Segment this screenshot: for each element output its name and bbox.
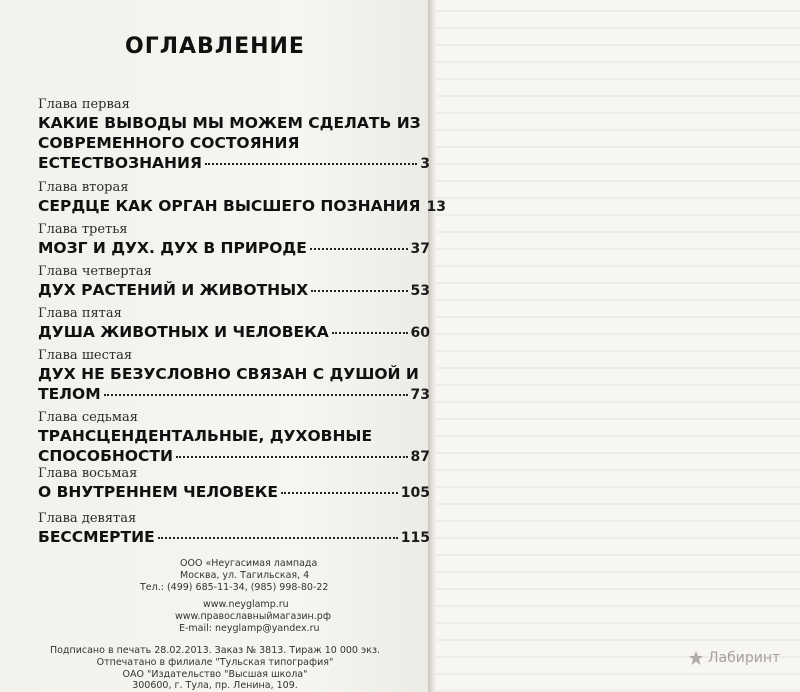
page-number: 87 [410,449,430,465]
publisher-name: ООО «Неугасимая лампада [180,558,318,569]
chapter-label: Глава пятая [38,306,122,321]
chapter-title-row [38,482,430,502]
show-through-text [436,0,800,692]
publisher-phone: Тел.: (499) 685-11-34, (985) 998-80-22 [140,582,329,593]
page-number: 13 [426,199,446,215]
watermark [688,650,780,666]
print-info-1: Подписано в печать 28.02.2013. Заказ № 3813. Тираж 10 000 экз. [49,645,381,656]
watermark-text: Лабиринт [708,650,781,666]
chapter-title-row [38,280,430,300]
chapter-entry-4[interactable] [38,264,430,300]
page-number: 105 [400,485,430,501]
print-info-2: Отпечатано в филиале "Тульская типография" [96,657,334,668]
print-info-3: ОАО "Издательство "Высшая школа" [122,669,308,680]
chapter-title-row [38,527,430,547]
leader-dots [332,332,408,334]
chapter-entry-9[interactable] [38,511,430,547]
chapter-title-row [38,196,446,216]
chapter-entry-7[interactable] [38,410,430,466]
page-number: 3 [420,156,430,172]
page-number: 73 [410,387,430,403]
chapter-title-line: ДУХ НЕ БЕЗУСЛОВНО СВЯЗАН С ДУШОЙ И [38,365,419,383]
website-link-rf[interactable]: www.православныймагазин.рф [175,611,331,622]
chapter-title-row [38,384,430,404]
chapter-entry-2[interactable] [38,180,446,216]
chapter-title-row [38,446,430,466]
publisher-imprint [140,558,360,594]
chapter-label: Глава седьмая [38,410,138,425]
chapter-title-line: СЕРДЦЕ КАК ОРГАН ВЫСШЕГО ПОЗНАНИЯ [38,197,421,215]
page-number: 53 [410,283,430,299]
page-number: 60 [410,325,430,341]
email-link[interactable]: E-mail: neyglamp@yandex.ru [179,623,320,634]
chapter-entry-5[interactable] [38,306,430,342]
chapter-title-line: СПОСОБНОСТИ [38,447,173,465]
chapter-entry-3[interactable] [38,222,430,258]
chapter-title-line: ДУХ РАСТЕНИЙ И ЖИВОТНЫХ [38,281,309,299]
chapter-label: Глава восьмая [38,466,138,481]
chapter-title-line: МОЗГ И ДУХ. ДУХ В ПРИРОДЕ [38,239,307,257]
chapter-label: Глава девятая [38,511,137,526]
chapter-title-row [38,322,430,342]
chapter-title-line: КАКИЕ ВЫВОДЫ МЫ МОЖЕМ СДЕЛАТЬ ИЗ [38,114,421,132]
leader-dots [176,456,408,458]
chapter-entry-6[interactable] [38,348,430,404]
page-number: 115 [400,530,430,546]
chapter-title-line: О ВНУТРЕННЕМ ЧЕЛОВЕКЕ [38,483,279,501]
publisher-contacts [175,599,395,635]
leader-dots [311,290,407,292]
leader-dots [104,394,408,396]
chapter-label: Глава вторая [38,180,129,195]
chapter-title-line: ТРАНСЦЕНДЕНТАЛЬНЫЕ, ДУХОВНЫЕ [38,427,373,445]
chapter-title-line: ДУША ЖИВОТНЫХ И ЧЕЛОВЕКА [38,323,329,341]
chapter-title-row [38,153,430,173]
chapter-title-line: ТЕЛОМ [38,385,101,403]
chapter-label: Глава четвертая [38,264,152,279]
chapter-entry-1[interactable] [38,97,430,173]
chapter-label: Глава шестая [38,348,133,363]
leader-dots [281,492,398,494]
chapter-label: Глава первая [38,97,130,112]
contents-title: ОГЛАВЛЕНИЕ [125,34,305,59]
chapter-title-row [38,238,430,258]
leader-dots [310,248,408,250]
print-info-4: 300600, г. Тула, пр. Ленина, 109. [132,680,298,691]
chapter-label: Глава третья [38,222,128,237]
leader-dots [158,537,398,539]
leader-dots [205,163,417,165]
publisher-address: Москва, ул. Тагильская, 4 [180,570,310,581]
chapter-title-line: ЕСТЕСТВОЗНАНИЯ [38,154,202,172]
chapter-entry-8[interactable] [38,466,430,502]
chapter-title-line: СОВРЕМЕННОГО СОСТОЯНИЯ [38,134,300,152]
labirint-logo-icon [688,650,704,666]
page-number: 37 [410,241,430,257]
website-link[interactable]: www.neyglamp.ru [203,599,289,610]
chapter-title-line: БЕССМЕРТИЕ [38,528,155,546]
